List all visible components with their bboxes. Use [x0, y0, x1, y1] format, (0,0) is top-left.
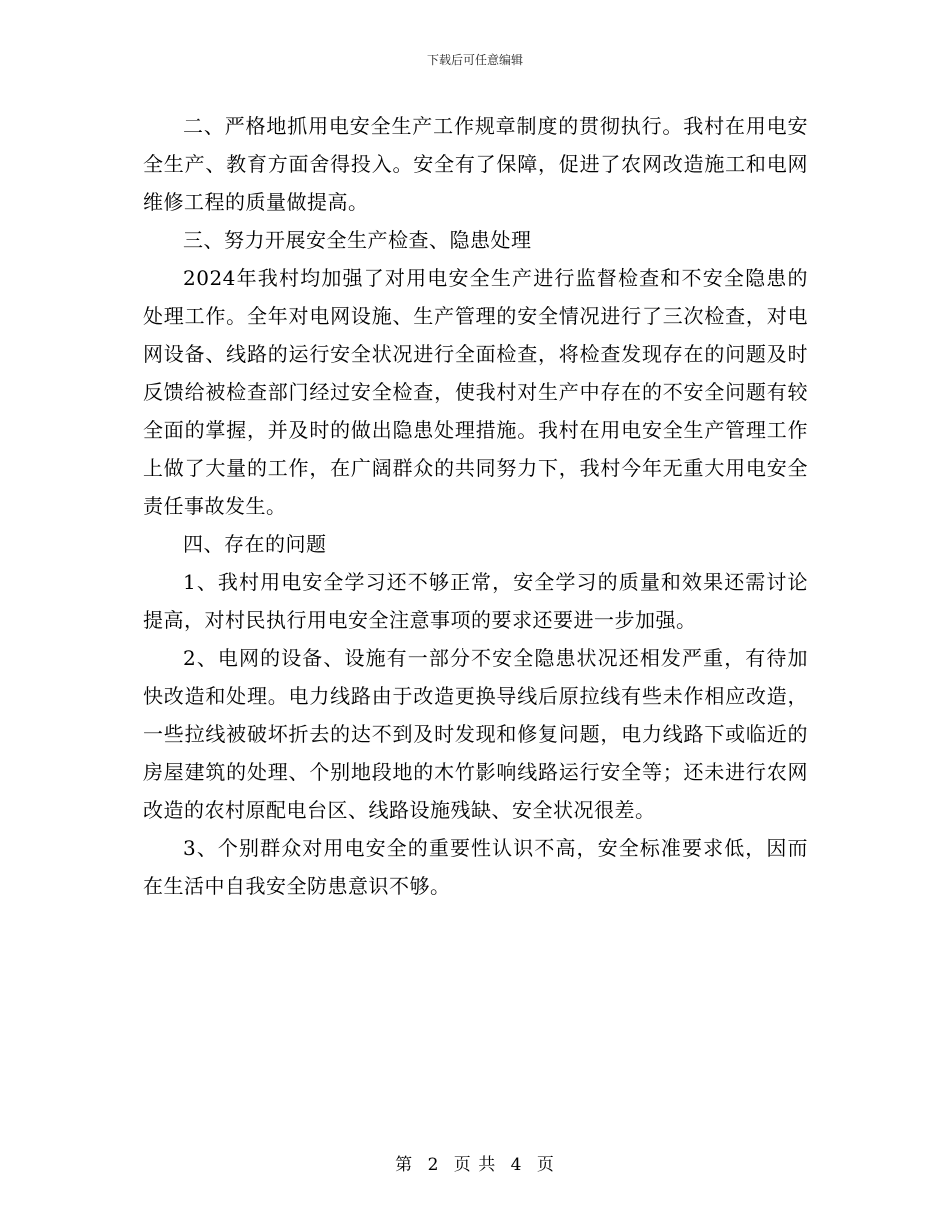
- paragraph-problem-2: 2、电网的设备、设施有一部分不安全隐患状况还相发严重，有待加快改造和处理。电力线路由于改造更换导线后原拉线有些未作相应改造，一些拉线被破坏折去的达不到及时发现和修复问题，电力线路下或临近的房屋建筑的处理、个别地段地的木竹影响线路运行安全等；还未进行农网改造的农村原配电台区、线路设施残缺、安全状况很差。: [143, 646, 808, 822]
- page-footer: [0, 1154, 950, 1176]
- page-header: [0, 52, 950, 68]
- section-heading-existing-problems: 四、存在的问题: [183, 532, 327, 556]
- footer-total-pages: 4: [510, 1155, 523, 1175]
- header-note: 下载后可任意编辑: [426, 53, 523, 67]
- paragraph-problem-3: 3、个别群众对用电安全的重要性认识不高，安全标准要求低，因而在生活中自我安全防患意识不够。: [143, 836, 808, 898]
- footer-middle: 页 共: [453, 1155, 497, 1175]
- section-heading-safety-inspection: 三、努力开展安全生产检查、隐患处理: [183, 228, 532, 252]
- document-body: [143, 107, 808, 905]
- paragraph-inspection-details: 2024年我村均加强了对用电安全生产进行监督检查和不安全隐患的处理工作。全年对电网设施、生产管理的安全情况进行了三次检查，对电网设备、线路的运行安全状况进行全面检查，将检查发现存在的问题及时反馈给被检查部门经过安全检查，使我村对生产中存在的不安全问题有较全面的掌握，并及时的做出隐患处理措施。我村在用电安全生产管理工作上做了大量的工作，在广阔群众的共同努力下，我村今年无重大用电安全责任事故发生。: [143, 266, 808, 518]
- paragraph-problem-1: 1、我村用电安全学习还不够正常，安全学习的质量和效果还需讨论提高，对村民执行用电安全注意事项的要求还要进一步加强。: [143, 570, 808, 632]
- footer-suffix: 页: [536, 1155, 555, 1175]
- paragraph-rules-enforcement: 二、严格地抓用电安全生产工作规章制度的贯彻执行。我村在用电安全生产、教育方面舍得投入。安全有了保障，促进了农网改造施工和电网维修工程的质量做提高。: [143, 114, 808, 214]
- footer-prefix: 第: [395, 1155, 414, 1175]
- footer-current-page: 2: [427, 1155, 440, 1175]
